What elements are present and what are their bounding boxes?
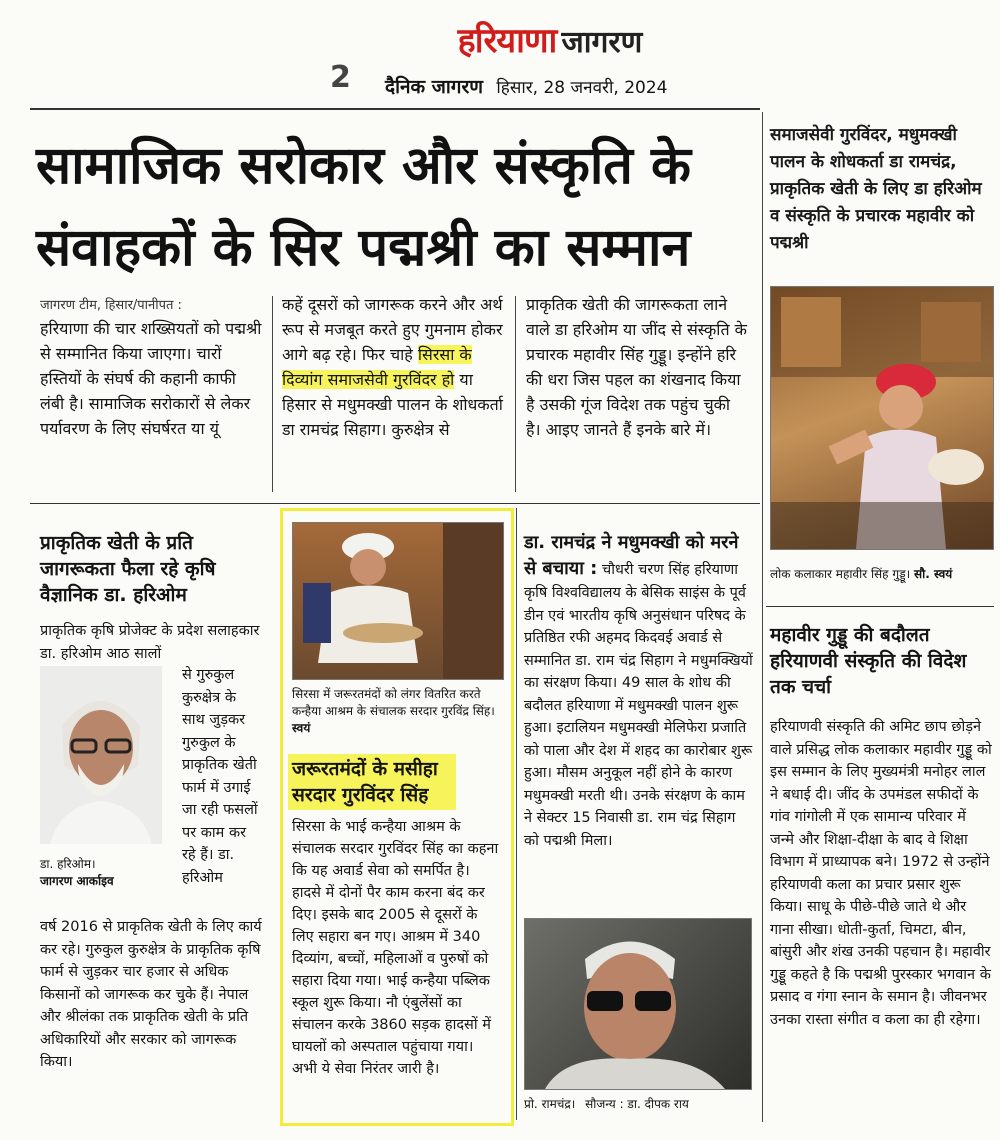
middle-divider — [516, 508, 517, 1120]
headline-line-2: संवाहकों के सिर पद्मश्री का सम्मान — [36, 218, 691, 278]
masthead — [400, 16, 700, 60]
paper-name: दैनिक जागरण — [385, 76, 483, 98]
headline-line-1: सामाजिक सरोकार और संस्कृति के — [36, 136, 691, 196]
section-rule — [30, 503, 760, 504]
intro-column-1 — [40, 296, 262, 441]
hariom-lead: प्राकृतिक कृषि प्रोजेक्ट के प्रदेश सलाहकार डा. हरिओम आठ सालों — [40, 623, 260, 662]
highlighted-text: सिरसा के दिव्यांग समाजसेवी गुरविंदर हो — [282, 345, 472, 389]
gurvinder-photo-caption — [292, 686, 502, 737]
photo-credit: स्वयं — [292, 721, 311, 735]
masthead-title-black: जागरण — [561, 25, 643, 60]
masthead-title-red: हरियाणा — [457, 21, 557, 61]
right-rule — [766, 606, 994, 607]
mahavir-photo-caption — [770, 566, 992, 583]
hariom-heading: प्राकृतिक खेती के प्रति जागरूकता फैला रहे कृषि वैज्ञानिक डा. हरिओम — [40, 532, 216, 606]
caption-text: प्रो. रामचंद्र। — [524, 1097, 576, 1111]
mahavir-heading: महावीर गुड्डू की बदौलत हरियाणवी संस्कृति की विदेश तक चर्चा — [770, 624, 967, 698]
intro-text-2a: कहें दूसरों को जागरूक करने और अर्थ रूप से मजबूत करते हुए गुमनाम होकर आगे बढ़ रहे। फिर चाहे — [282, 295, 503, 364]
caption-text: सिरसा में जरूरतमंदों को लंगर वितरित करते कन्हैया आश्रम के संचालक सरदार गुरविंद्र सिंह। — [292, 687, 495, 718]
masthead-rule — [30, 108, 760, 110]
man-with-sunglasses-illustration — [525, 919, 751, 1089]
photo-credit: सौ. स्वयं — [913, 567, 953, 581]
intro-divider-1 — [272, 296, 273, 492]
ramchandra-photo-caption — [524, 1096, 750, 1113]
page-number: 2 — [330, 60, 351, 95]
date-text: हिसार, 28 जनवरी, 2024 — [496, 78, 668, 98]
caption-text: लोक कलाकार महावीर सिंह गुड्डू। — [770, 567, 911, 581]
intro-column-3: प्राकृतिक खेती की जागरूकता लाने वाले डा हरिओम या जींद से संस्कृति के प्रचारक महावीर सिंह गुड्डू। इन्होंने हरि की धरा जिस पहल का शंखनाद किया है उसकी गूंज विदेश तक पहुंच चुकी है। आइए जानते हैं इनके बारे में। — [526, 295, 747, 439]
deck-summary: समाजसेवी गुरविंदर, मधुमक्खी पालन के शोधकर्ता डा रामचंद्र, प्राकृतिक खेती के लिए डा हरिओम व संस्कृति के प्रचारक महावीर को पद्मश्री — [770, 125, 982, 253]
hariom-wrap-text: से गुरुकुल कुरुक्षेत्र के साथ जुड़कर गुरुकुल के प्राकृतिक खेती फार्म में उगाई जा रही फसलों पर काम कर रहे हैं। डा. हरिओम — [182, 667, 258, 886]
intro-column-2 — [282, 292, 504, 442]
intro-divider-2 — [515, 296, 516, 492]
ramchandra-photo — [524, 918, 752, 1090]
gurvinder-photo — [292, 522, 504, 680]
photo-credit: जागरण आर्काइव — [40, 874, 114, 888]
man-portrait-illustration — [40, 666, 162, 844]
caption-text: डा. हरिओम। — [40, 857, 96, 871]
ramchandra-body: चौधरी चरण सिंह हरियाणा कृषि विश्वविद्यालय के बेसिक साइंस के पूर्व डीन एवं भारतीय कृषि अनुसंधान परिषद के प्रतिष्ठित रफी अहमद किदवई अवार्ड से सम्मानित डा. राम चंद्र सिहाग ने मधुमक्खियों का संरक्षण किया। 49 साल के शोध की बदौलत हरियाणा में मधुमक्खी पालन शुरू हुआ। इटालियन मधुमक्खी मेलिफेरा प्रजाति को पाला और देश में शहद का कारोबार शुरू हुआ। मौसम अनुकूल नहीं होने के कारण मधुमक्खी मरती थी। उनके संरक्षण के काम ने सेक्टर 15 निवासी डा. राम चंद्र सिहाग को पद्मश्री मिला। — [524, 562, 753, 849]
byline: जागरण टीम, हिसार/पानीपत : — [40, 298, 182, 313]
folk-artist-illustration — [771, 287, 993, 549]
mahavir-body: हरियाणवी संस्कृति की अमिट छाप छोड़ने वाले प्रसिद्ध लोक कलाकार महावीर गुड्डू को इस सम्मान के लिए मुख्यमंत्री मनोहर लाल ने बधाई दी। जींद के उपमंडल सफीदों के गांव गांगोली में एक सामान्य परिवार में जन्मे और शिक्षा-दीक्षा के बाद वे शिक्षा विभाग में प्राध्यापक बने। 1972 से उन्होंने हरियाणवी कला का प्रचार प्रसार शुरू किया। साधू के पीछे-पीछे जाते थे और गाना सीखा। धोती-कुर्ता, चिमटा, बीन, बांसुरी और शंख उनकी पहचान है। महावीर गुड्डू कहते है कि पद्मश्री पुरस्कार भगवान के प्रसाद व गंगा स्नान के समान है। जीवनभर उनका रास्ता संगीत व कला का ही रहेगा। — [770, 719, 992, 1028]
intro-text-2b: या हिसार से मधुमक्खी पालन के शोधकर्ता डा रामचंद्र सिहाग। कुरुक्षेत्र से — [282, 370, 503, 439]
gurvinder-body: सिरसा के भाई कन्हैया आश्रम के संचालक सरदार गुरविंदर सिंह का कहना कि यह अवार्ड सेवा को समर्पित है। हादसे में दोनों पैर काम करना बंद कर दिए। इसके बाद 2005 से दूसरों के लिए सहारा बन गए। आश्रम में 340 दिव्यांग, बच्चों, महिलाओं व पुरुषों को सहारा दिया गया। भाई कन्हैया पब्लिक स्कूल शुरू किया। नौ एंबुलेंसों का संचालन करके 3860 सड़क हादसों में घायलों को अस्पताल पहुंचाया गया। अभी ये सेवा निरंतर जारी है। — [292, 819, 499, 1077]
gurvinder-heading: जरूरतमंदों के मसीहा सरदार गुरविंदर सिंह — [288, 754, 456, 810]
mahavir-photo — [770, 286, 994, 550]
dateline — [385, 73, 667, 99]
ramchandra-text — [524, 530, 754, 852]
hariom-body: वर्ष 2016 से प्राकृतिक खेती के लिए कार्य कर रहे। गुरुकुल कुरुक्षेत्र के प्राकृतिक कृषि फार्म से जुड़कर चार हजार से अधिक किसानों को जागरूक कर चुके हैं। नेपाल और श्रीलंका तक प्राकृतिक खेती के प्रति अधिकारियों और सरकार को जागरूक किया। — [40, 919, 262, 1070]
main-headline — [36, 130, 756, 284]
photo-credit: सौजन्य : डा. दीपक राय — [585, 1097, 689, 1111]
langar-illustration — [293, 523, 503, 679]
hariom-photo-caption — [40, 856, 170, 890]
hariom-photo — [40, 666, 162, 844]
intro-text-1: हरियाणा की चार शख्सियतों को पद्मश्री से सम्मानित किया जाएगा। चारों हस्तियों के संघर्ष की कहानी काफी लंबी है। सामाजिक सरोकारों से लेकर पर्यावरण के लिए संघर्षरत या यूं — [40, 319, 262, 438]
ramchandra-heading: डा. रामचंद्र ने मधुमक्खी को मरने से बचाया : — [524, 532, 739, 579]
column-divider-right — [762, 112, 763, 1122]
